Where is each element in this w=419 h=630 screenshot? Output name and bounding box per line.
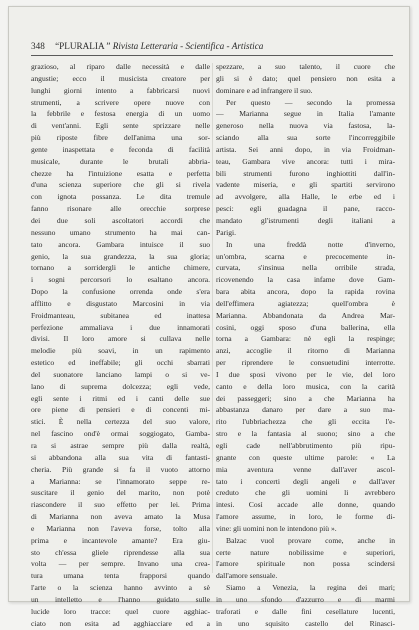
text-line: riascondere il suo effetto per lei. Prima — [31, 500, 210, 510]
text-line: d'una scienza superiore che gli si rivela — [31, 180, 210, 190]
text-line: si abbandona alla sua vita di fantasti- — [31, 452, 210, 462]
text-line: cosini, oggi sposo d'una ballerina, ella — [216, 322, 395, 332]
text-line: gnante con queste ultime parole: « La — [216, 452, 395, 462]
text-line: genio, la sua grandezza, la sua gloria; — [31, 251, 210, 261]
text-line: generoso nella nuova via fastosa, la- — [216, 121, 395, 131]
text-line: vadente miseria, e gli spartiti servirono — [216, 180, 395, 190]
journal-subtitle: Rivista Letteraria - Scientifica - Artistica — [112, 41, 264, 51]
text-line: tato i concerti degli angeli e dall'aver — [216, 476, 395, 486]
text-line: a Marianna: se l'innamorato seppe re- — [31, 476, 210, 486]
text-line: con ignota possanza. Le dita tremule — [31, 192, 210, 202]
text-line: cheria. Più grande si fa il vuoto attorno — [31, 464, 210, 474]
text-line: torna a Gambara: nè egli la respinge; — [216, 334, 395, 344]
text-line: estetico ed ineffabile; gli occhi sbarrati — [31, 358, 210, 368]
text-line: certe nature nobilissime e superiori, — [216, 547, 395, 557]
text-line: un'ombra, scarna e precocemente in- — [216, 251, 395, 261]
journal-title: “PLURALIA ” — [55, 41, 111, 51]
text-line: chezze ha l'intuizione esatta e perfetta — [31, 168, 210, 178]
page-header — [31, 41, 393, 51]
text-line: dei passeggeri; sino a che Marianna ha — [216, 393, 395, 403]
text-line: tornano a sorridergli le antiche chimere, — [31, 263, 210, 273]
text-line: lucide loro tracce: quel cuore agghiac- — [31, 606, 210, 616]
text-line: ad avvolgere, alla Halle, le erbe ed i — [216, 192, 395, 202]
text-line: gli si è dato; quel pensiero non esita a — [216, 73, 395, 83]
text-line: mia aventura venne dall'aver ascol- — [216, 464, 395, 474]
text-line: grazioso, al riparo dalle necessità e dalle — [31, 62, 210, 71]
text-line: ricovenendo la casa infame dove Gam- — [216, 275, 395, 285]
text-line: in uno sfondo d'azzurro e di marmi — [216, 594, 395, 604]
text-line: prima e incantevole amante? Era giu- — [31, 535, 210, 545]
text-line: rito l'ubbriachezza che gli eccita l'e- — [216, 417, 395, 427]
text-line: Parigi. — [216, 227, 237, 237]
left-column — [31, 61, 210, 630]
text-line: dall'amore sensuale. — [216, 571, 278, 581]
text-line: teau, Gambara vive ancora: tutti i mira- — [216, 156, 395, 166]
text-line: divisi. Il loro amore si cullava nelle — [31, 334, 210, 344]
text-line: perfezione ammaliava i due innamorati — [31, 322, 210, 332]
text-line: di Marianna non aveva amato la Musa — [31, 512, 210, 522]
text-line: I due sposi vivono per le vie, del loro — [216, 369, 395, 379]
text-line: Dopo la confusione orrenda onde s'era — [31, 287, 210, 297]
text-line: egli cade nell'abbrutimento più ripu- — [216, 441, 395, 450]
document-page — [8, 6, 410, 628]
text-line: Froidmanteau, subitanea ed inattesa — [31, 310, 210, 320]
text-line: traforati e dalle fini cesellature lucenti, — [216, 606, 395, 616]
text-line: intesi. Così accade alle donne, quando — [216, 500, 395, 510]
text-line: ore piene di pensieri e di concenti mi- — [31, 405, 210, 415]
text-line: spezzare, a suo talento, il cuore che — [216, 62, 395, 71]
text-line: bili strumenti furono inghiottiti dall'in- — [216, 168, 395, 178]
text-line: artista. Sei anni dopo, in via Froidman- — [216, 144, 395, 154]
text-line: musicale, durante le brutali abbria- — [31, 156, 210, 166]
text-line: del suonatore lanciano lampi o si ve- — [31, 369, 210, 379]
text-line: strumenti, a scrivere opere nuove con — [31, 97, 210, 107]
text-line: Marianna. Abbandonata da Andrea Mar- — [216, 310, 395, 320]
text-line: sciando alla sua sorte l'incorreggibile — [216, 133, 395, 143]
text-line: in uno squisito castello del Rinasci- — [216, 618, 395, 628]
text-line: abbastanza danaro per dare a suo ma- — [216, 405, 395, 415]
column-gutter — [212, 63, 213, 573]
text-line: angustie; ecco il musicista creatore per — [31, 73, 210, 83]
text-line: suscitare il genio del marito, non potè — [31, 488, 210, 498]
text-line: canto e della loro musica, con la carità — [216, 381, 395, 391]
text-line: la febbrile e festosa energia di un uomo — [31, 109, 210, 119]
text-line: volta — per sempre. Invano una crea- — [31, 559, 210, 569]
text-line: ra si astrae sempre più dalla realtà, — [31, 441, 210, 450]
page-number: 348 — [31, 41, 45, 51]
text-line: lano di suprema dolcezza; egli vede, — [31, 381, 210, 391]
text-line: creduto che gli uomini li avrebbero — [216, 488, 395, 498]
text-line: sto ch'essa gliele riprendesse alla sua — [31, 547, 210, 557]
right-column — [216, 61, 395, 630]
text-line: stro e la fantasia al suono; sino a che — [216, 429, 395, 439]
text-line: nel fascino ond'è ormai soggiogato, Gamba- — [31, 429, 210, 439]
text-line: tura umana tenta frapporsi quando — [31, 571, 210, 581]
text-line: egli sente i ritmi ed i canti delle sue — [31, 393, 210, 403]
text-line: dominare e ad infrangere il suo. — [216, 85, 313, 95]
text-line: un intelletto e l'hanno guidato sulle — [31, 594, 210, 604]
text-line: i sogni percorsori lo esaltano ancora. — [31, 275, 210, 285]
text-line: l'amore assume, in loro, le forme di- — [216, 512, 395, 522]
text-line: mandato gl'istrumenti degli italiani a — [216, 215, 395, 225]
text-line: ciato non esita ad agghiacciare ed a — [31, 618, 210, 628]
text-line: dell'effimera agiatezza; quell'ombra è — [216, 298, 395, 308]
text-line: per riprendere le consuetudini interrotte. — [216, 358, 395, 368]
text-line: afflitto e disgustato Marcosini in via — [31, 298, 210, 308]
text-line: In una freddà notte d'inverno, — [226, 239, 395, 249]
text-line: Balzac vuol provare come, anche in — [226, 535, 395, 545]
text-line: dei due soli ascoltatori accordi che — [31, 215, 210, 225]
text-line: Per questo — secondo la promessa — [226, 97, 395, 107]
text-line: Siamo a Venezia, la regina dei mari; — [226, 583, 395, 593]
text-line: nessuno umano strumento ha mai can- — [31, 227, 210, 237]
header-rule — [31, 55, 393, 56]
text-line: e Marianna non l'aveva forse, tolto alla — [31, 523, 210, 533]
text-line: stici. È nella certezza del suo valore, — [31, 417, 210, 427]
text-line: curvata, s'insinua nella orribile strada, — [216, 263, 395, 273]
text-line: gente inaspettata e feconda di facilità — [31, 144, 210, 154]
text-line: bara abita ancora, dopo la rapida rovina — [216, 287, 395, 297]
text-line: tato ancora. Gambara intuisce il suo — [31, 239, 210, 249]
text-line: pesci: egli guadagna il pane, racco- — [216, 204, 395, 214]
text-line: lunghi giorni intento a fabbricarsi nuovi — [31, 85, 210, 95]
text-line: — Marianna segue in Italia l'amante — [216, 109, 395, 119]
text-line: fanno risonare alle orecchie sorprese — [31, 204, 210, 214]
text-line: di vent'anni. Egli sente sprizzare nelle — [31, 121, 210, 131]
text-line: l'arte o la scienza hanno avvinto a sè — [31, 583, 210, 593]
text-line: anzi, accoglie il ritorno di Marianna — [216, 346, 395, 356]
text-line: più riposte fibre dell'anima una sor- — [31, 133, 210, 143]
text-line: l'amore spirituale non possa scindersi — [216, 559, 395, 569]
text-line: vine: gli uomini non le intendono più ». — [216, 523, 337, 533]
text-line: melodie più soavi, in un rapimento — [31, 346, 210, 356]
